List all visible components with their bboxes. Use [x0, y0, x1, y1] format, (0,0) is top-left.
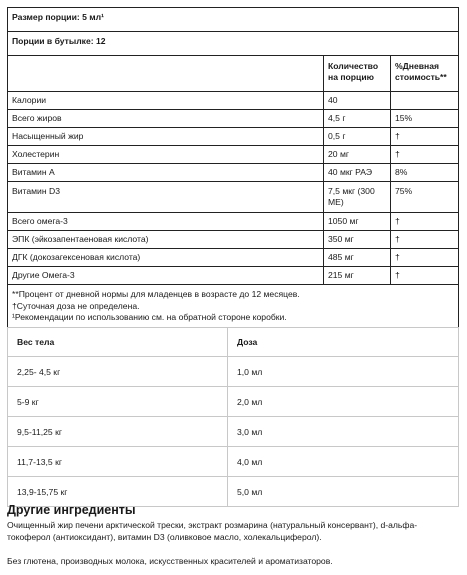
dose: 3,0 мл — [228, 417, 459, 447]
dosage-header-row — [8, 328, 459, 357]
nutrient-row — [8, 110, 459, 128]
nutrient-row — [8, 146, 459, 164]
dose: 5,0 мл — [228, 477, 459, 507]
body-weight: 11,7-13,5 кг — [8, 447, 228, 477]
body-weight: 9,5-11,25 кг — [8, 417, 228, 447]
nutrient-amount: 1050 мг — [324, 213, 391, 231]
servings-per-bottle-row — [8, 32, 459, 56]
nutrient-dv: † — [391, 146, 459, 164]
daily-value-header: %Дневная стоимость** — [391, 56, 459, 92]
nutrient-amount: 7,5 мкг (300 МЕ) — [324, 182, 391, 213]
dosage-row — [8, 387, 459, 417]
nutrient-row — [8, 231, 459, 249]
allergen-note: Без глютена, производных молока, искусственных красителей и ароматизаторов. — [7, 556, 333, 566]
nutrient-row — [8, 128, 459, 146]
nutrient-name: Витамин D3 — [8, 182, 324, 213]
footnote-not-established: †Суточная доза не определена. — [12, 300, 140, 311]
nutrient-name: Всего жиров — [8, 110, 324, 128]
nutrient-row — [8, 92, 459, 110]
dose: 4,0 мл — [228, 447, 459, 477]
nutrient-row — [8, 267, 459, 285]
footnotes-row — [8, 285, 459, 328]
body-weight: 2,25- 4,5 кг — [8, 357, 228, 387]
body-weight: 13,9-15,75 кг — [8, 477, 228, 507]
nutrient-dv: 75% — [391, 182, 459, 213]
body-weight-header: Вес тела — [8, 328, 228, 357]
nutrient-dv: † — [391, 213, 459, 231]
nutrient-name: Другие Омега-3 — [8, 267, 324, 285]
nutrient-name: Витамин А — [8, 164, 324, 182]
nutrient-amount: 40 мкг РАЭ — [324, 164, 391, 182]
nutrient-name: Всего омега-3 — [8, 213, 324, 231]
nutrient-amount: 485 мг — [324, 249, 391, 267]
nutrient-row — [8, 213, 459, 231]
nutrient-dv: † — [391, 267, 459, 285]
supplement-facts-table — [7, 7, 459, 328]
nutrient-amount: 215 мг — [324, 267, 391, 285]
servings-per-bottle: Порции в бутылке: 12 — [8, 32, 459, 56]
nutrient-dv: 15% — [391, 110, 459, 128]
dosage-row — [8, 417, 459, 447]
footnote-directions: ¹Рекомендации по использованию см. на обратной стороне коробки. — [12, 312, 287, 322]
nutrient-dv: † — [391, 249, 459, 267]
dosage-row — [8, 357, 459, 387]
nutrient-dv: † — [391, 231, 459, 249]
amount-per-serving-header: Количество на порцию — [324, 56, 391, 92]
nutrient-dv: 8% — [391, 164, 459, 182]
facts-header-row — [8, 56, 459, 92]
nutrient-name: Холестерин — [8, 146, 324, 164]
nutrient-amount: 20 мг — [324, 146, 391, 164]
footnote-daily-value: **Процент от дневной нормы для младенцев в возрасте до 12 месяцев. — [12, 289, 300, 299]
nutrient-amount: 0,5 г — [324, 128, 391, 146]
nutrient-row — [8, 164, 459, 182]
other-ingredients-text: Очищенный жир печени арктической трески, экстракт розмарина (натуральный консервант), d-альфа-токоферол (антиоксидант), витамин D3 (оливковое масло, холекальциферол). — [7, 520, 418, 542]
nutrient-amount: 4,5 г — [324, 110, 391, 128]
body-weight: 5-9 кг — [8, 387, 228, 417]
nutrient-amount: 350 мг — [324, 231, 391, 249]
footnotes — [8, 285, 459, 328]
nutrient-name: ДГК (докозагексеновая кислота) — [8, 249, 324, 267]
dosage-table — [7, 327, 459, 507]
facts-header-blank — [8, 56, 324, 92]
other-ingredients-title: Другие ингредиенты — [7, 503, 136, 517]
dose-header: Доза — [228, 328, 459, 357]
dosage-row — [8, 477, 459, 507]
nutrient-name: Насыщенный жир — [8, 128, 324, 146]
nutrient-name: Калории — [8, 92, 324, 110]
nutrient-row — [8, 182, 459, 213]
nutrient-name: ЭПК (эйкозапентаеновая кислота) — [8, 231, 324, 249]
dose: 2,0 мл — [228, 387, 459, 417]
nutrient-row — [8, 249, 459, 267]
nutrient-amount: 40 — [324, 92, 391, 110]
nutrient-dv — [391, 92, 459, 110]
serving-size-row — [8, 8, 459, 32]
nutrient-dv: † — [391, 128, 459, 146]
dose: 1,0 мл — [228, 357, 459, 387]
serving-size: Размер порции: 5 мл¹ — [8, 8, 459, 32]
dosage-row — [8, 447, 459, 477]
